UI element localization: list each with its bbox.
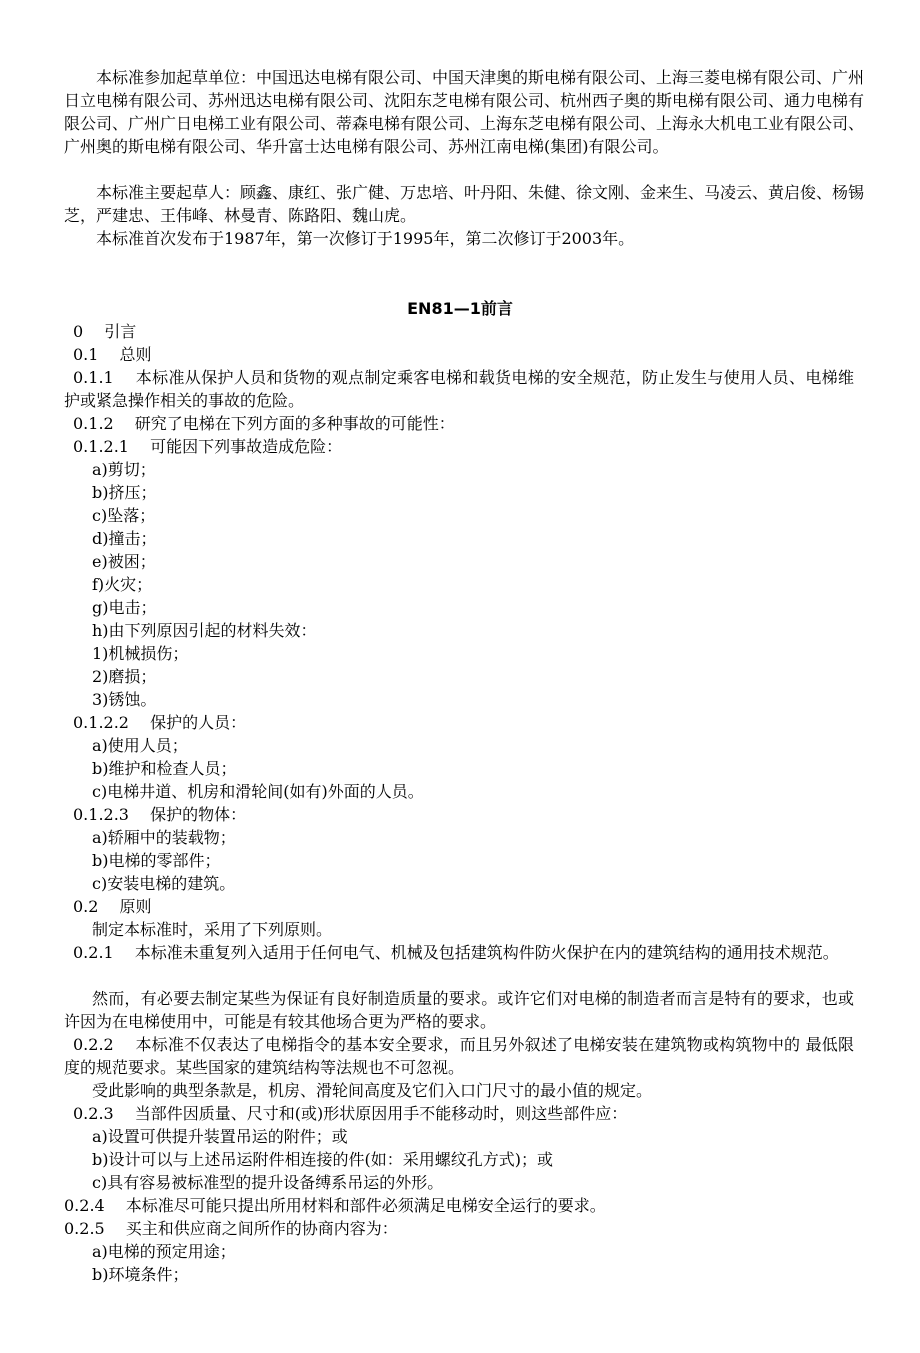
sub-list-item: 2)磨损； [92, 667, 157, 686]
clause-0-2-2 [64, 1033, 854, 1079]
clause-0-heading: 0 引言 [73, 322, 137, 341]
list-item: g)电击； [92, 598, 157, 617]
main-drafters-paragraph: 本标准主要起草人：顾鑫、康红、张广健、万忠培、叶丹阳、朱健、徐文刚、金来生、马凌云、黄启俊、杨锡芝，严建忠、王伟峰、林曼青、陈路阳、魏山虎。 [64, 183, 865, 225]
list-item: e)被困； [92, 552, 156, 571]
list-item: b)挤压； [92, 483, 157, 502]
clause-0-1-2-3: 0.1.2.3 保护的物体： [73, 805, 247, 824]
clause-0-2-4: 0.2.4 本标准尽可能只提出所用材料和部件必须满足电梯安全运行的要求。 [64, 1196, 606, 1215]
clause-0-2-2-paragraph: 受此影响的典型条款是，机房、滑轮间高度及它们入口门尺寸的最小值的规定。 [92, 1081, 653, 1100]
clause-0-1-2-1: 0.1.2.1 可能因下列事故造成危险： [73, 437, 343, 456]
clause-0-2-5: 0.2.5 买主和供应商之间所作的协商内容为： [64, 1219, 398, 1238]
clause-0-1-2: 0.1.2 研究了电梯在下列方面的多种事故的可能性： [73, 414, 455, 433]
list-item: a)电梯的预定用途； [92, 1242, 236, 1261]
clause-0-2-1-paragraph: 然而，有必要去制定某些为保证有良好制造质量的要求。或许它们对电梯的制造者而言是特有的要求，也或许因为在电梯使用中，可能是有较其他场合更为严格的要求。 [64, 989, 854, 1031]
list-item: f)火灾； [92, 575, 153, 594]
list-item: h)由下列原因引起的材料失效： [92, 621, 317, 640]
list-item: a)轿厢中的装载物； [92, 828, 236, 847]
clause-0-2-1 [64, 941, 854, 964]
list-item: a)设置可供提升装置吊运的附件；或 [92, 1127, 348, 1146]
clause-0-1-1 [64, 366, 854, 412]
clause-0-2-heading: 0.2 原则 [73, 897, 152, 916]
list-item: c)电梯井道、机房和滑轮间(如有)外面的人员。 [92, 782, 424, 801]
list-item: a)使用人员； [92, 736, 188, 755]
publication-history-paragraph: 本标准首次发布于1987年，第一次修订于1995年，第二次修订于2003年。 [96, 229, 635, 248]
clause-0-2-2-text: 0.2.2 本标准不仅表达了电梯指令的基本安全要求，而且另外叙述了电梯安装在建筑物或构筑物中的 最低限度的规范要求。某些国家的建筑结构等法规也不可忽视。 [64, 1035, 854, 1077]
list-item: c)具有容易被标准型的提升设备缚系吊运的外形。 [92, 1173, 444, 1192]
list-item: b)维护和检查人员； [92, 759, 237, 778]
drafting-units-paragraph: 本标准参加起草单位：中国迅达电梯有限公司、中国天津奥的斯电梯有限公司、上海三菱电梯有限公司、广州日立电梯有限公司、苏州迅达电梯有限公司、沈阳东芝电梯有限公司、杭州西子奥的斯电梯有限公司、通力电梯有限公司、广州广日电梯工业有限公司、蒂森电梯有限公司、上海东芝电梯有限公司、上海永大机电工业有限公司、广州奥的斯电梯有限公司、华升富士达电梯有限公司、苏州江南电梯(集团)有限公司。 [64, 68, 865, 156]
clause-0-1-heading: 0.1 总则 [73, 345, 152, 364]
sub-list-item: 3)锈蚀。 [92, 690, 157, 709]
clause-0-1-1-text: 0.1.1 本标准从保护人员和货物的观点制定乘客电梯和载货电梯的安全规范，防止发生与使用人员、电梯维护或紧急操作相关的事故的危险。 [64, 368, 854, 410]
clause-0-2-3: 0.2.3 当部件因质量、尺寸和(或)形状原因用手不能移动时，则这些部件应： [73, 1104, 628, 1123]
list-item: b)设计可以与上述吊运附件相连接的件(如：采用螺纹孔方式)；或 [92, 1150, 553, 1169]
list-item: b)电梯的零部件； [92, 851, 221, 870]
list-item: c)安装电梯的建筑。 [92, 874, 236, 893]
list-item: a)剪切； [92, 460, 156, 479]
section-heading: EN81—1前言 [407, 299, 513, 318]
list-item: c)坠落； [92, 506, 156, 525]
sub-list-item: 1)机械损伤； [92, 644, 189, 663]
list-item: b)环境条件； [92, 1265, 189, 1284]
clause-0-1-2-2: 0.1.2.2 保护的人员： [73, 713, 247, 732]
clause-0-2-text: 制定本标准时，采用了下列原则。 [92, 920, 333, 939]
list-item: d)撞击； [92, 529, 157, 548]
clause-0-2-1-text: 0.2.1 本标准未重复列入适用于任何电气、机械及包括建筑构件防火保护在内的建筑结构的通用技术规范。 [73, 943, 839, 962]
